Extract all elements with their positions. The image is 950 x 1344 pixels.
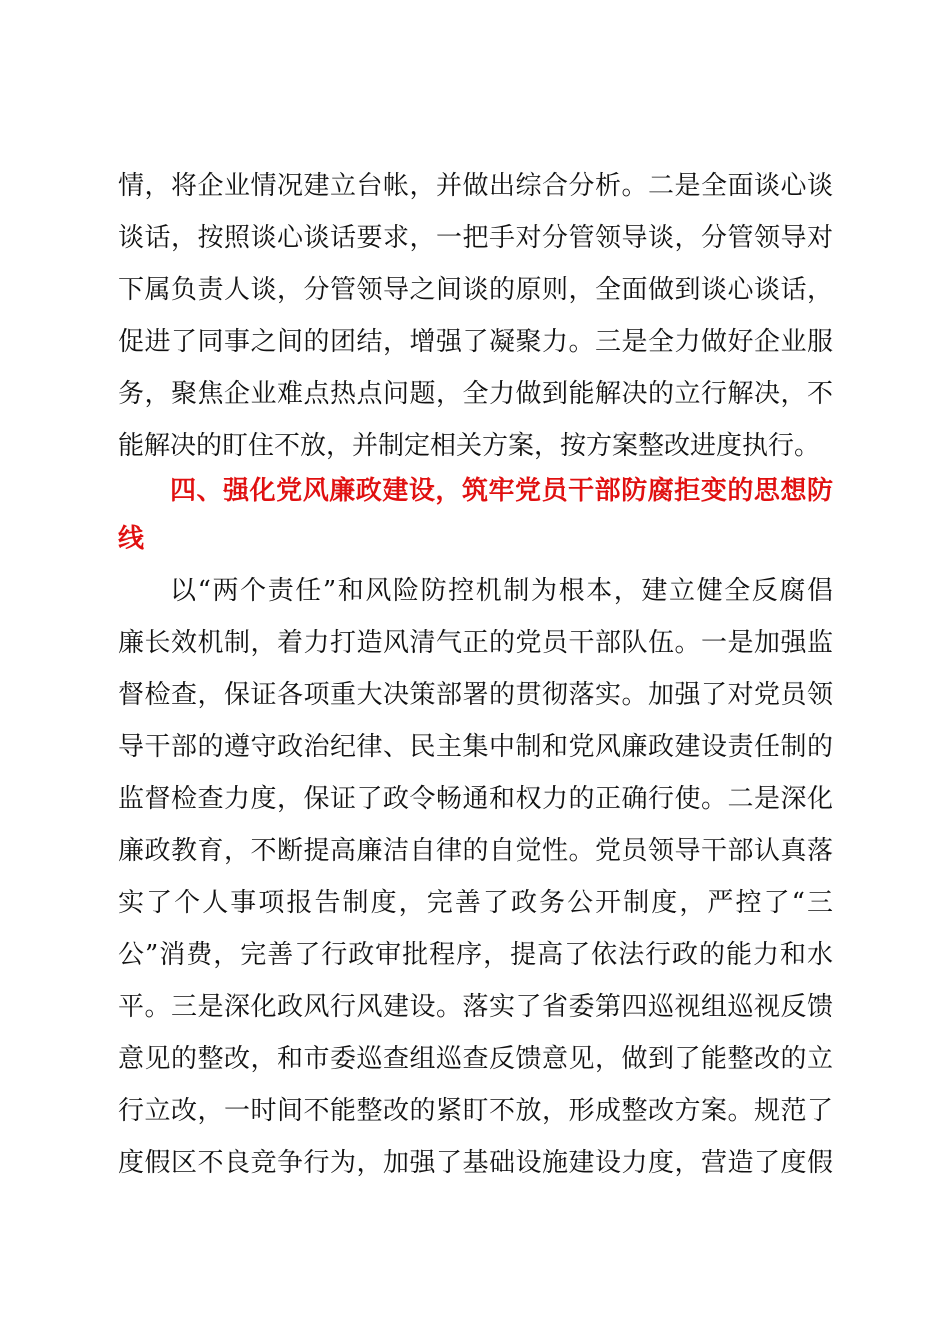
paragraph-line: 公”消费，完善了行政审批程序，提高了依法行政的能力和水 (118, 940, 833, 970)
section-heading-line: 四、强化党风廉政建设，筑牢党员干部防腐拒变的思想防 (170, 476, 833, 506)
paragraph-line: 督检查，保证各项重大决策部署的贯彻落实。加强了对党员领 (118, 680, 833, 710)
paragraph-line: 谈话，按照谈心谈话要求，一把手对分管领导谈，分管领导对 (118, 223, 833, 253)
paragraph-line: 平。三是深化政风行风建设。落实了省委第四巡视组巡视反馈 (118, 992, 833, 1022)
paragraph-line: 行立改，一时间不能整改的紧盯不放，形成整改方案。规范了 (118, 1096, 833, 1126)
paragraph-line: 以“两个责任”和风险防控机制为根本，建立健全反腐倡 (170, 576, 833, 606)
paragraph-line: 廉政教育，不断提高廉洁自律的自觉性。党员领导干部认真落 (118, 836, 833, 866)
paragraph-line: 下属负责人谈，分管领导之间谈的原则，全面做到谈心谈话， (118, 275, 833, 305)
paragraph-line: 监督检查力度，保证了政令畅通和权力的正确行使。二是深化 (118, 784, 833, 814)
paragraph-line: 能解决的盯住不放，并制定相关方案，按方案整改进度执行。 (118, 431, 821, 461)
paragraph-line: 意见的整改，和市委巡查组巡查反馈意见，做到了能整改的立 (118, 1044, 833, 1074)
paragraph-line: 度假区不良竞争行为，加强了基础设施建设力度，营造了度假 (118, 1148, 833, 1178)
paragraph-line: 导干部的遵守政治纪律、民主集中制和党风廉政建设责任制的 (118, 732, 833, 762)
paragraph-line: 廉长效机制，着力打造风清气正的党员干部队伍。一是加强监 (118, 628, 833, 658)
paragraph-line: 实了个人事项报告制度，完善了政务公开制度，严控了“三 (118, 888, 833, 918)
paragraph-line: 务，聚焦企业难点热点问题，全力做到能解决的立行解决，不 (118, 379, 833, 409)
paragraph-line: 情，将企业情况建立台帐，并做出综合分析。二是全面谈心谈 (118, 171, 833, 201)
section-heading-line: 线 (118, 524, 145, 554)
paragraph-line: 促进了同事之间的团结，增强了凝聚力。三是全力做好企业服 (118, 327, 833, 357)
